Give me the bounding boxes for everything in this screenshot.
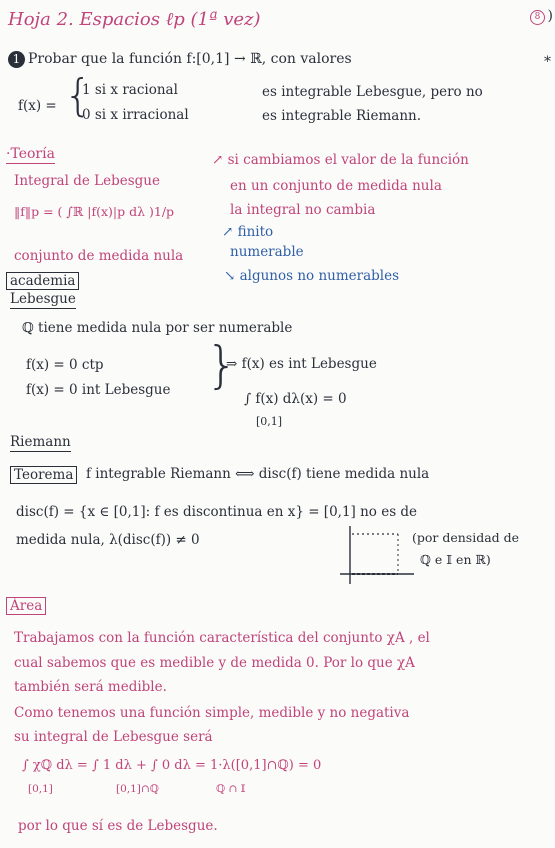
fx-label: f(x) =	[18, 98, 57, 114]
note-change-value: ↗ si cambiamos el valor de la función	[212, 152, 469, 168]
teoria-heading: ·Teoría	[6, 146, 55, 162]
int-lebesgue-line: f(x) = 0 int Lebesgue	[26, 382, 171, 398]
option-finito: ↗ finito	[222, 224, 274, 240]
density-note-1: (por densidad de	[412, 530, 520, 545]
lebesgue-integral: ∫ f(x) dλ(x) = 0	[244, 391, 347, 407]
density-sketch	[336, 522, 416, 588]
area-conclusion: por lo que sí es de Lebesgue.	[18, 818, 218, 834]
academia-label: academia	[6, 272, 79, 290]
claim-lebesgue: es integrable Lebesgue, pero no	[262, 84, 483, 100]
case-rational: 1 si x racional	[82, 82, 178, 98]
edge-marks	[548, 8, 553, 24]
area-label: Área	[6, 597, 46, 615]
edge-paren: )	[547, 8, 553, 24]
claim-riemann: es integrable Riemann.	[262, 108, 422, 124]
ctp-line: f(x) = 0 ctp	[26, 357, 104, 373]
area-eq-domain-1: [0,1]	[28, 783, 53, 795]
note-null-set: en un conjunto de medida nula	[230, 178, 442, 194]
density-note-2: ℚ e 𝕀 en ℝ)	[420, 552, 491, 567]
medida-nula-line: medida nula, λ(disc(f)) ≠ 0	[16, 532, 200, 548]
riemann-heading: Riemann	[10, 434, 71, 450]
disc-definition: disc(f) = {x ∈ [0,1]: f es discontinua en x} = [0,1] no es de	[16, 504, 418, 520]
norm-formula: ‖f‖p = ( ∫ℝ |f(x)|p dλ )1/p	[14, 204, 175, 219]
area-line-4: Como tenemos una función simple, medible y no negativa	[14, 705, 410, 721]
academia-brace: }	[206, 336, 238, 394]
area-line-1: Trabajamos con la función característica del conjunto χA , el	[14, 630, 430, 646]
area-line-3: también será medible.	[14, 679, 167, 695]
teorema-label: Teorema	[10, 466, 77, 484]
note-integral-unchanged: la integral no cambia	[230, 202, 376, 218]
area-eq-domain-2: [0,1]∩ℚ	[116, 783, 159, 795]
conjunto-medida-nula: conjunto de medida nula	[14, 248, 184, 264]
cases-brace: {	[64, 70, 92, 121]
case-irrational: 0 si x irracional	[82, 107, 189, 123]
q-null-measure: ℚ tiene medida nula por ser numerable	[22, 320, 293, 336]
area-equation: ∫ χℚ dλ = ∫ 1 dλ + ∫ 0 dλ = 1·λ([0,1]∩ℚ) = 0	[22, 758, 322, 773]
area-line-5: su integral de Lebesgue será	[14, 729, 213, 745]
area-line-2: cual sabemos que es medible y de medida 0. Por lo que χA	[14, 655, 415, 671]
lebesgue-heading: Lebesgue	[10, 291, 76, 307]
implies-int-lebesgue: ⇒ f(x) es int Lebesgue	[226, 356, 377, 372]
edge-star: *	[544, 54, 551, 70]
page-title: Hoja 2. Espacios ℓp (1ª vez)	[8, 9, 261, 30]
exercise-number-badge: 1	[8, 51, 25, 68]
teorema-text: f integrable Riemann ⟺ disc(f) tiene medida nula	[86, 466, 430, 482]
integral-lebesgue-label: Integral de Lebesgue	[14, 173, 160, 189]
exercise-statement: Probar que la función f:[0,1] → ℝ, con valores	[28, 51, 352, 67]
corner-number-mark: 8	[530, 10, 545, 25]
lebesgue-integral-domain: [0,1]	[256, 415, 283, 428]
option-numerable: numerable	[230, 244, 304, 260]
area-eq-domain-3: ℚ ∩ 𝕀	[216, 783, 246, 795]
option-no-numerables: ↘ algunos no numerables	[224, 268, 400, 284]
